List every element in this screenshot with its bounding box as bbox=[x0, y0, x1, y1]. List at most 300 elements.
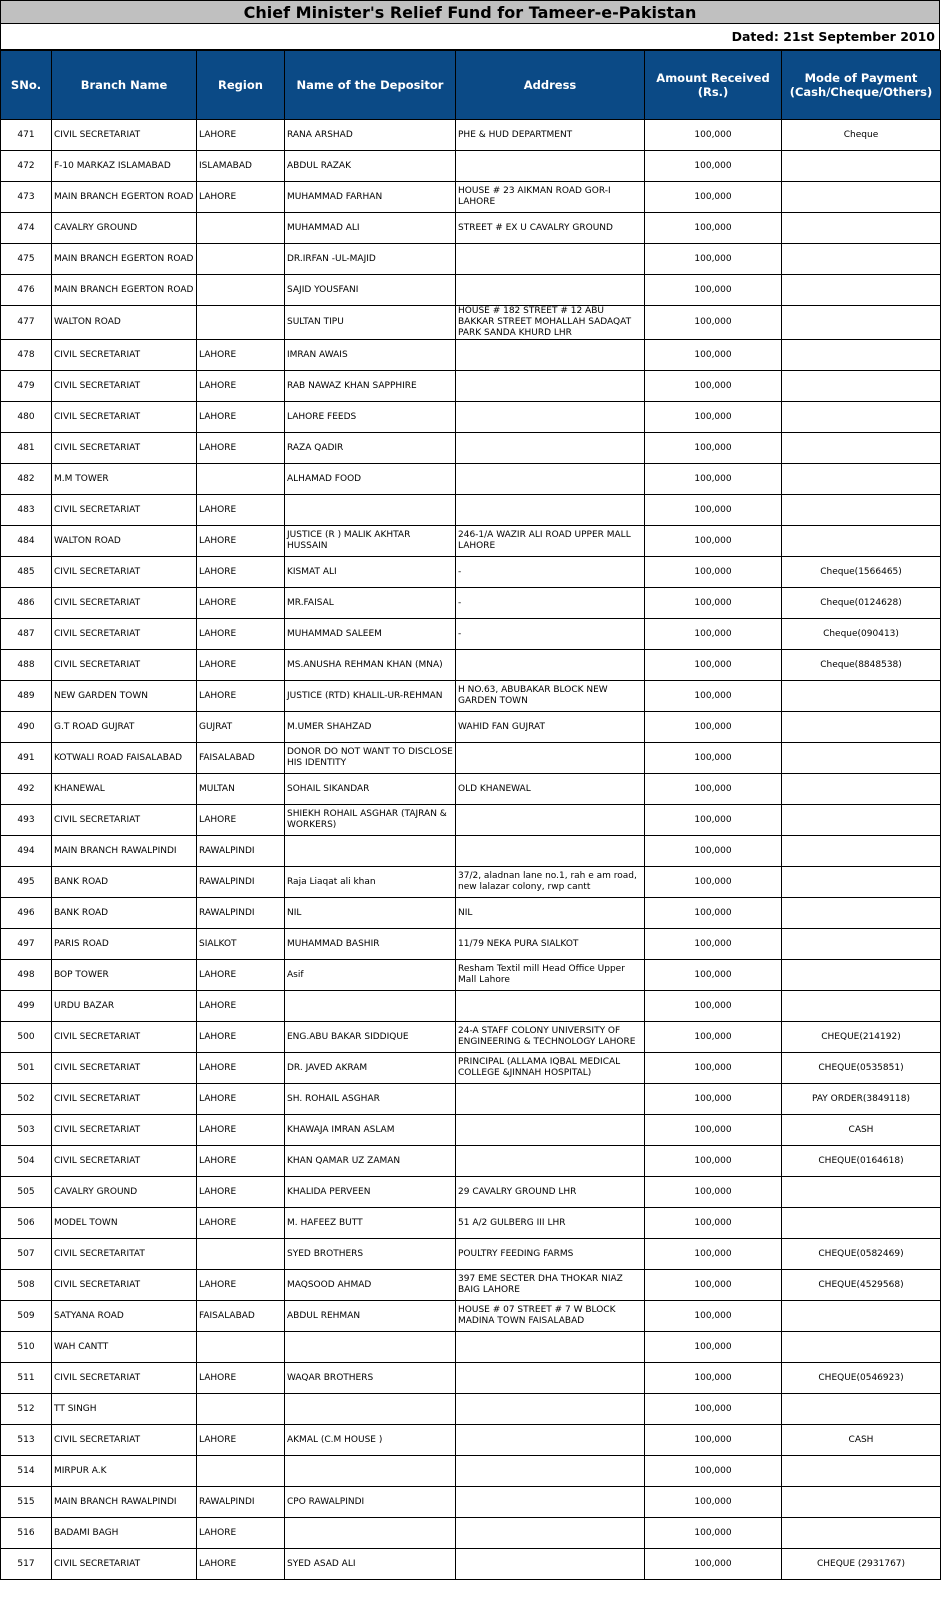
cell-address bbox=[456, 805, 645, 836]
cell-payment-mode bbox=[782, 464, 941, 495]
cell-payment-mode bbox=[782, 929, 941, 960]
cell-amount: 100,000 bbox=[645, 275, 782, 306]
cell-amount: 100,000 bbox=[645, 1022, 782, 1053]
cell-sno: 509 bbox=[1, 1301, 52, 1332]
cell-depositor: DR. JAVED AKRAM bbox=[285, 1053, 456, 1084]
cell-sno: 473 bbox=[1, 182, 52, 213]
table-row bbox=[1, 1301, 941, 1332]
cell-region: LAHORE bbox=[197, 960, 285, 991]
cell-payment-mode bbox=[782, 867, 941, 898]
cell-depositor: MUHAMMAD ALI bbox=[285, 213, 456, 244]
header-amount: Amount Received (Rs.) bbox=[645, 51, 782, 120]
cell-depositor: MR.FAISAL bbox=[285, 588, 456, 619]
cell-address bbox=[456, 1487, 645, 1518]
table-row bbox=[1, 433, 941, 464]
table-row bbox=[1, 340, 941, 371]
cell-region: LAHORE bbox=[197, 681, 285, 712]
table-row bbox=[1, 805, 941, 836]
cell-amount: 100,000 bbox=[645, 495, 782, 526]
cell-sno: 510 bbox=[1, 1332, 52, 1363]
cell-address: - bbox=[456, 588, 645, 619]
page-title: Chief Minister's Relief Fund for Tameer-e-Pakistan bbox=[0, 0, 940, 24]
cell-address: - bbox=[456, 619, 645, 650]
cell-address: 29 CAVALRY GROUND LHR bbox=[456, 1177, 645, 1208]
header-branch-name: Branch Name bbox=[52, 51, 197, 120]
cell-address: Resham Textil mill Head Office Upper Mall Lahore bbox=[456, 960, 645, 991]
cell-branch-name: CIVIL SECRETARIAT bbox=[52, 402, 197, 433]
table-row bbox=[1, 495, 941, 526]
cell-amount: 100,000 bbox=[645, 464, 782, 495]
table-row bbox=[1, 1425, 941, 1456]
cell-branch-name: CAVALRY GROUND bbox=[52, 1177, 197, 1208]
cell-sno: 488 bbox=[1, 650, 52, 681]
cell-sno: 482 bbox=[1, 464, 52, 495]
cell-depositor: ENG.ABU BAKAR SIDDIQUE bbox=[285, 1022, 456, 1053]
cell-branch-name: CIVIL SECRETARIAT bbox=[52, 1115, 197, 1146]
cell-region: LAHORE bbox=[197, 619, 285, 650]
cell-sno: 491 bbox=[1, 743, 52, 774]
cell-amount: 100,000 bbox=[645, 151, 782, 182]
cell-depositor bbox=[285, 495, 456, 526]
cell-address: 24-A STAFF COLONY UNIVERSITY OF ENGINEERING & TECHNOLOGY LAHORE bbox=[456, 1022, 645, 1053]
cell-sno: 486 bbox=[1, 588, 52, 619]
table-row bbox=[1, 681, 941, 712]
cell-depositor: IMRAN AWAIS bbox=[285, 340, 456, 371]
cell-branch-name: CIVIL SECRETARIAT bbox=[52, 1146, 197, 1177]
cell-depositor: DONOR DO NOT WANT TO DISCLOSE HIS IDENTITY bbox=[285, 743, 456, 774]
cell-sno: 476 bbox=[1, 275, 52, 306]
cell-sno: 471 bbox=[1, 120, 52, 151]
cell-amount: 100,000 bbox=[645, 402, 782, 433]
cell-region: LAHORE bbox=[197, 1146, 285, 1177]
cell-payment-mode bbox=[782, 991, 941, 1022]
cell-region: GUJRAT bbox=[197, 712, 285, 743]
cell-region: LAHORE bbox=[197, 1363, 285, 1394]
table-row bbox=[1, 1084, 941, 1115]
cell-depositor: RANA ARSHAD bbox=[285, 120, 456, 151]
cell-branch-name: MAIN BRANCH RAWALPINDI bbox=[52, 836, 197, 867]
cell-amount: 100,000 bbox=[645, 557, 782, 588]
cell-branch-name: M.M TOWER bbox=[52, 464, 197, 495]
cell-address: PRINCIPAL (ALLAMA IQBAL MEDICAL COLLEGE &JINNAH HOSPITAL) bbox=[456, 1053, 645, 1084]
cell-region: MULTAN bbox=[197, 774, 285, 805]
cell-amount: 100,000 bbox=[645, 1363, 782, 1394]
cell-amount: 100,000 bbox=[645, 1549, 782, 1580]
cell-amount: 100,000 bbox=[645, 774, 782, 805]
cell-branch-name: SATYANA ROAD bbox=[52, 1301, 197, 1332]
table-row bbox=[1, 1053, 941, 1084]
cell-branch-name: CIVIL SECRETARIAT bbox=[52, 120, 197, 151]
cell-sno: 507 bbox=[1, 1239, 52, 1270]
cell-payment-mode: Cheque(0124628) bbox=[782, 588, 941, 619]
cell-branch-name: BADAMI BAGH bbox=[52, 1518, 197, 1549]
cell-sno: 505 bbox=[1, 1177, 52, 1208]
cell-region: LAHORE bbox=[197, 557, 285, 588]
cell-sno: 496 bbox=[1, 898, 52, 929]
cell-address bbox=[456, 244, 645, 275]
cell-sno: 502 bbox=[1, 1084, 52, 1115]
cell-branch-name: MAIN BRANCH RAWALPINDI bbox=[52, 1487, 197, 1518]
cell-sno: 511 bbox=[1, 1363, 52, 1394]
table-row bbox=[1, 929, 941, 960]
cell-address bbox=[456, 1115, 645, 1146]
cell-payment-mode bbox=[782, 1487, 941, 1518]
cell-address bbox=[456, 1425, 645, 1456]
cell-branch-name: CIVIL SECRETARIAT bbox=[52, 495, 197, 526]
cell-branch-name: CIVIL SECRETARIAT bbox=[52, 1053, 197, 1084]
table-row bbox=[1, 1270, 941, 1301]
cell-sno: 500 bbox=[1, 1022, 52, 1053]
cell-payment-mode bbox=[782, 402, 941, 433]
cell-sno: 472 bbox=[1, 151, 52, 182]
date-line: Dated: 21st September 2010 bbox=[0, 24, 940, 50]
cell-payment-mode bbox=[782, 805, 941, 836]
cell-amount: 100,000 bbox=[645, 712, 782, 743]
cell-address bbox=[456, 1549, 645, 1580]
cell-amount: 100,000 bbox=[645, 526, 782, 557]
cell-address bbox=[456, 495, 645, 526]
cell-region: RAWALPINDI bbox=[197, 836, 285, 867]
cell-sno: 487 bbox=[1, 619, 52, 650]
header-row bbox=[1, 51, 941, 120]
cell-depositor: MS.ANUSHA REHMAN KHAN (MNA) bbox=[285, 650, 456, 681]
cell-address: HOUSE # 23 AIKMAN ROAD GOR-I LAHORE bbox=[456, 182, 645, 213]
table-row bbox=[1, 464, 941, 495]
cell-payment-mode: CHEQUE(0546923) bbox=[782, 1363, 941, 1394]
cell-address: 11/79 NEKA PURA SIALKOT bbox=[456, 929, 645, 960]
cell-payment-mode bbox=[782, 743, 941, 774]
cell-depositor: M. HAFEEZ BUTT bbox=[285, 1208, 456, 1239]
cell-payment-mode bbox=[782, 681, 941, 712]
cell-address bbox=[456, 1084, 645, 1115]
table-row bbox=[1, 402, 941, 433]
table-row bbox=[1, 1363, 941, 1394]
cell-amount: 100,000 bbox=[645, 929, 782, 960]
cell-depositor: MUHAMMAD BASHIR bbox=[285, 929, 456, 960]
cell-payment-mode bbox=[782, 182, 941, 213]
cell-payment-mode: Cheque(1566465) bbox=[782, 557, 941, 588]
cell-address bbox=[456, 371, 645, 402]
table-row bbox=[1, 898, 941, 929]
cell-branch-name: NEW GARDEN TOWN bbox=[52, 681, 197, 712]
cell-sno: 515 bbox=[1, 1487, 52, 1518]
cell-address bbox=[456, 991, 645, 1022]
cell-address bbox=[456, 836, 645, 867]
cell-branch-name: CIVIL SECRETARIAT bbox=[52, 1022, 197, 1053]
cell-address bbox=[456, 433, 645, 464]
cell-address bbox=[456, 1363, 645, 1394]
table-row bbox=[1, 991, 941, 1022]
cell-branch-name: WALTON ROAD bbox=[52, 526, 197, 557]
cell-region: LAHORE bbox=[197, 433, 285, 464]
cell-address bbox=[456, 1456, 645, 1487]
cell-depositor: CPO RAWALPINDI bbox=[285, 1487, 456, 1518]
cell-address: HOUSE # 07 STREET # 7 W BLOCK MADINA TOWN FAISALABAD bbox=[456, 1301, 645, 1332]
cell-amount: 100,000 bbox=[645, 1270, 782, 1301]
cell-sno: 480 bbox=[1, 402, 52, 433]
cell-amount: 100,000 bbox=[645, 619, 782, 650]
table-row bbox=[1, 151, 941, 182]
cell-payment-mode: CHEQUE(0582469) bbox=[782, 1239, 941, 1270]
cell-region: LAHORE bbox=[197, 1549, 285, 1580]
table-row bbox=[1, 1456, 941, 1487]
cell-amount: 100,000 bbox=[645, 340, 782, 371]
cell-region: LAHORE bbox=[197, 991, 285, 1022]
cell-amount: 100,000 bbox=[645, 1208, 782, 1239]
cell-payment-mode: CASH bbox=[782, 1115, 941, 1146]
cell-amount: 100,000 bbox=[645, 991, 782, 1022]
cell-payment-mode: CHEQUE(0164618) bbox=[782, 1146, 941, 1177]
cell-branch-name: CIVIL SECRETARIAT bbox=[52, 371, 197, 402]
cell-depositor: JUSTICE (R ) MALIK AKHTAR HUSSAIN bbox=[285, 526, 456, 557]
header-payment-mode: Mode of Payment (Cash/Cheque/Others) bbox=[782, 51, 941, 120]
cell-address bbox=[456, 1332, 645, 1363]
cell-depositor: KHAN QAMAR UZ ZAMAN bbox=[285, 1146, 456, 1177]
cell-payment-mode: Cheque(090413) bbox=[782, 619, 941, 650]
cell-payment-mode bbox=[782, 1301, 941, 1332]
cell-depositor: SOHAIL SIKANDAR bbox=[285, 774, 456, 805]
cell-region: LAHORE bbox=[197, 1270, 285, 1301]
cell-amount: 100,000 bbox=[645, 650, 782, 681]
cell-sno: 512 bbox=[1, 1394, 52, 1425]
cell-payment-mode: CHEQUE(4529568) bbox=[782, 1270, 941, 1301]
cell-payment-mode: Cheque(8848538) bbox=[782, 650, 941, 681]
cell-region: LAHORE bbox=[197, 1208, 285, 1239]
cell-payment-mode bbox=[782, 836, 941, 867]
cell-amount: 100,000 bbox=[645, 836, 782, 867]
cell-amount: 100,000 bbox=[645, 1301, 782, 1332]
cell-amount: 100,000 bbox=[645, 433, 782, 464]
cell-address: STREET # EX U CAVALRY GROUND bbox=[456, 213, 645, 244]
cell-branch-name: CIVIL SECRETARIAT bbox=[52, 340, 197, 371]
cell-branch-name: CIVIL SECRETARIAT bbox=[52, 1084, 197, 1115]
table-row bbox=[1, 960, 941, 991]
cell-payment-mode bbox=[782, 774, 941, 805]
cell-amount: 100,000 bbox=[645, 1518, 782, 1549]
cell-amount: 100,000 bbox=[645, 244, 782, 275]
table-row bbox=[1, 1177, 941, 1208]
table-row bbox=[1, 306, 941, 340]
cell-region: LAHORE bbox=[197, 1053, 285, 1084]
cell-amount: 100,000 bbox=[645, 371, 782, 402]
cell-depositor: SAJID YOUSFANI bbox=[285, 275, 456, 306]
cell-amount: 100,000 bbox=[645, 1456, 782, 1487]
cell-branch-name: URDU BAZAR bbox=[52, 991, 197, 1022]
cell-amount: 100,000 bbox=[645, 1115, 782, 1146]
cell-branch-name: KOTWALI ROAD FAISALABAD bbox=[52, 743, 197, 774]
table-row bbox=[1, 1022, 941, 1053]
cell-payment-mode bbox=[782, 306, 941, 340]
table-row bbox=[1, 743, 941, 774]
cell-payment-mode bbox=[782, 213, 941, 244]
cell-amount: 100,000 bbox=[645, 182, 782, 213]
cell-region: LAHORE bbox=[197, 1425, 285, 1456]
cell-region: LAHORE bbox=[197, 495, 285, 526]
cell-depositor bbox=[285, 1394, 456, 1425]
cell-sno: 513 bbox=[1, 1425, 52, 1456]
cell-payment-mode bbox=[782, 340, 941, 371]
cell-payment-mode bbox=[782, 1177, 941, 1208]
cell-payment-mode: CHEQUE(0535851) bbox=[782, 1053, 941, 1084]
table-row bbox=[1, 120, 941, 151]
cell-payment-mode bbox=[782, 1456, 941, 1487]
cell-depositor bbox=[285, 1518, 456, 1549]
cell-branch-name: MAIN BRANCH EGERTON ROAD bbox=[52, 275, 197, 306]
cell-sno: 489 bbox=[1, 681, 52, 712]
table-row bbox=[1, 557, 941, 588]
cell-region: LAHORE bbox=[197, 588, 285, 619]
cell-region: FAISALABAD bbox=[197, 743, 285, 774]
table-row bbox=[1, 1549, 941, 1580]
cell-region: RAWALPINDI bbox=[197, 898, 285, 929]
cell-amount: 100,000 bbox=[645, 1425, 782, 1456]
cell-address bbox=[456, 1394, 645, 1425]
cell-address: POULTRY FEEDING FARMS bbox=[456, 1239, 645, 1270]
cell-address bbox=[456, 1518, 645, 1549]
cell-payment-mode bbox=[782, 275, 941, 306]
cell-depositor: MAQSOOD AHMAD bbox=[285, 1270, 456, 1301]
cell-branch-name: CIVIL SECRETARIAT bbox=[52, 557, 197, 588]
table-row bbox=[1, 1146, 941, 1177]
cell-depositor: SHIEKH ROHAIL ASGHAR (TAJRAN & WORKERS) bbox=[285, 805, 456, 836]
cell-address bbox=[456, 402, 645, 433]
cell-region: LAHORE bbox=[197, 371, 285, 402]
table-row bbox=[1, 836, 941, 867]
cell-region: LAHORE bbox=[197, 340, 285, 371]
cell-sno: 485 bbox=[1, 557, 52, 588]
cell-address bbox=[456, 340, 645, 371]
cell-region: LAHORE bbox=[197, 402, 285, 433]
header-region: Region bbox=[197, 51, 285, 120]
table-row bbox=[1, 1115, 941, 1146]
cell-amount: 100,000 bbox=[645, 1177, 782, 1208]
cell-depositor: KHAWAJA IMRAN ASLAM bbox=[285, 1115, 456, 1146]
cell-sno: 490 bbox=[1, 712, 52, 743]
cell-depositor: ALHAMAD FOOD bbox=[285, 464, 456, 495]
header-sno: SNo. bbox=[1, 51, 52, 120]
cell-region bbox=[197, 306, 285, 340]
cell-region: LAHORE bbox=[197, 805, 285, 836]
cell-region: FAISALABAD bbox=[197, 1301, 285, 1332]
cell-depositor: SYED ASAD ALI bbox=[285, 1549, 456, 1580]
cell-branch-name: MODEL TOWN bbox=[52, 1208, 197, 1239]
cell-payment-mode bbox=[782, 960, 941, 991]
cell-amount: 100,000 bbox=[645, 588, 782, 619]
cell-branch-name: CIVIL SECRETARIAT bbox=[52, 619, 197, 650]
cell-sno: 493 bbox=[1, 805, 52, 836]
cell-sno: 478 bbox=[1, 340, 52, 371]
cell-payment-mode bbox=[782, 244, 941, 275]
cell-branch-name: CAVALRY GROUND bbox=[52, 213, 197, 244]
table-row bbox=[1, 619, 941, 650]
table-row bbox=[1, 712, 941, 743]
cell-payment-mode bbox=[782, 151, 941, 182]
cell-depositor: ABDUL REHMAN bbox=[285, 1301, 456, 1332]
cell-sno: 479 bbox=[1, 371, 52, 402]
cell-branch-name: CIVIL SECRETARIAT bbox=[52, 1549, 197, 1580]
cell-sno: 498 bbox=[1, 960, 52, 991]
cell-depositor: WAQAR BROTHERS bbox=[285, 1363, 456, 1394]
cell-amount: 100,000 bbox=[645, 805, 782, 836]
cell-depositor: AKMAL (C.M HOUSE ) bbox=[285, 1425, 456, 1456]
cell-amount: 100,000 bbox=[645, 213, 782, 244]
cell-region: LAHORE bbox=[197, 120, 285, 151]
cell-amount: 100,000 bbox=[645, 1394, 782, 1425]
table-row bbox=[1, 774, 941, 805]
cell-address: 51 A/2 GULBERG III LHR bbox=[456, 1208, 645, 1239]
cell-region: LAHORE bbox=[197, 1177, 285, 1208]
cell-region bbox=[197, 275, 285, 306]
cell-branch-name: BANK ROAD bbox=[52, 898, 197, 929]
table-row bbox=[1, 1239, 941, 1270]
cell-sno: 504 bbox=[1, 1146, 52, 1177]
table-row bbox=[1, 275, 941, 306]
cell-depositor: KHALIDA PERVEEN bbox=[285, 1177, 456, 1208]
cell-address: WAHID FAN GUJRAT bbox=[456, 712, 645, 743]
cell-branch-name: BOP TOWER bbox=[52, 960, 197, 991]
cell-region: LAHORE bbox=[197, 650, 285, 681]
cell-depositor: Raja Liaqat ali khan bbox=[285, 867, 456, 898]
cell-region: LAHORE bbox=[197, 1022, 285, 1053]
cell-sno: 506 bbox=[1, 1208, 52, 1239]
cell-sno: 497 bbox=[1, 929, 52, 960]
cell-branch-name: MIRPUR A.K bbox=[52, 1456, 197, 1487]
cell-address bbox=[456, 743, 645, 774]
cell-depositor: NIL bbox=[285, 898, 456, 929]
cell-amount: 100,000 bbox=[645, 867, 782, 898]
cell-payment-mode bbox=[782, 1518, 941, 1549]
cell-address bbox=[456, 1146, 645, 1177]
cell-payment-mode: CHEQUE (2931767) bbox=[782, 1549, 941, 1580]
cell-region: LAHORE bbox=[197, 526, 285, 557]
cell-amount: 100,000 bbox=[645, 120, 782, 151]
cell-branch-name: CIVIL SECRETARIAT bbox=[52, 1425, 197, 1456]
table-row bbox=[1, 1394, 941, 1425]
cell-branch-name: WALTON ROAD bbox=[52, 306, 197, 340]
cell-branch-name: MAIN BRANCH EGERTON ROAD bbox=[52, 182, 197, 213]
cell-depositor: LAHORE FEEDS bbox=[285, 402, 456, 433]
cell-amount: 100,000 bbox=[645, 1487, 782, 1518]
cell-region: ISLAMABAD bbox=[197, 151, 285, 182]
cell-sno: 494 bbox=[1, 836, 52, 867]
cell-branch-name: CIVIL SECRETARIAT bbox=[52, 1363, 197, 1394]
cell-sno: 475 bbox=[1, 244, 52, 275]
cell-region: LAHORE bbox=[197, 1518, 285, 1549]
cell-depositor bbox=[285, 991, 456, 1022]
cell-depositor: ABDUL RAZAK bbox=[285, 151, 456, 182]
cell-depositor: MUHAMMAD SALEEM bbox=[285, 619, 456, 650]
cell-region bbox=[197, 464, 285, 495]
cell-region bbox=[197, 213, 285, 244]
cell-branch-name: BANK ROAD bbox=[52, 867, 197, 898]
cell-sno: 483 bbox=[1, 495, 52, 526]
cell-depositor: MUHAMMAD FARHAN bbox=[285, 182, 456, 213]
cell-address bbox=[456, 151, 645, 182]
cell-sno: 484 bbox=[1, 526, 52, 557]
cell-region: SIALKOT bbox=[197, 929, 285, 960]
cell-address: HOUSE # 182 STREET # 12 ABU BAKKAR STREET MOHALLAH SADAQAT PARK SANDA KHURD LHR bbox=[456, 306, 645, 340]
cell-branch-name: MAIN BRANCH EGERTON ROAD bbox=[52, 244, 197, 275]
cell-amount: 100,000 bbox=[645, 1146, 782, 1177]
cell-sno: 474 bbox=[1, 213, 52, 244]
cell-amount: 100,000 bbox=[645, 1239, 782, 1270]
table-row bbox=[1, 1518, 941, 1549]
cell-address bbox=[456, 275, 645, 306]
cell-sno: 492 bbox=[1, 774, 52, 805]
cell-payment-mode bbox=[782, 433, 941, 464]
cell-payment-mode bbox=[782, 898, 941, 929]
cell-sno: 514 bbox=[1, 1456, 52, 1487]
